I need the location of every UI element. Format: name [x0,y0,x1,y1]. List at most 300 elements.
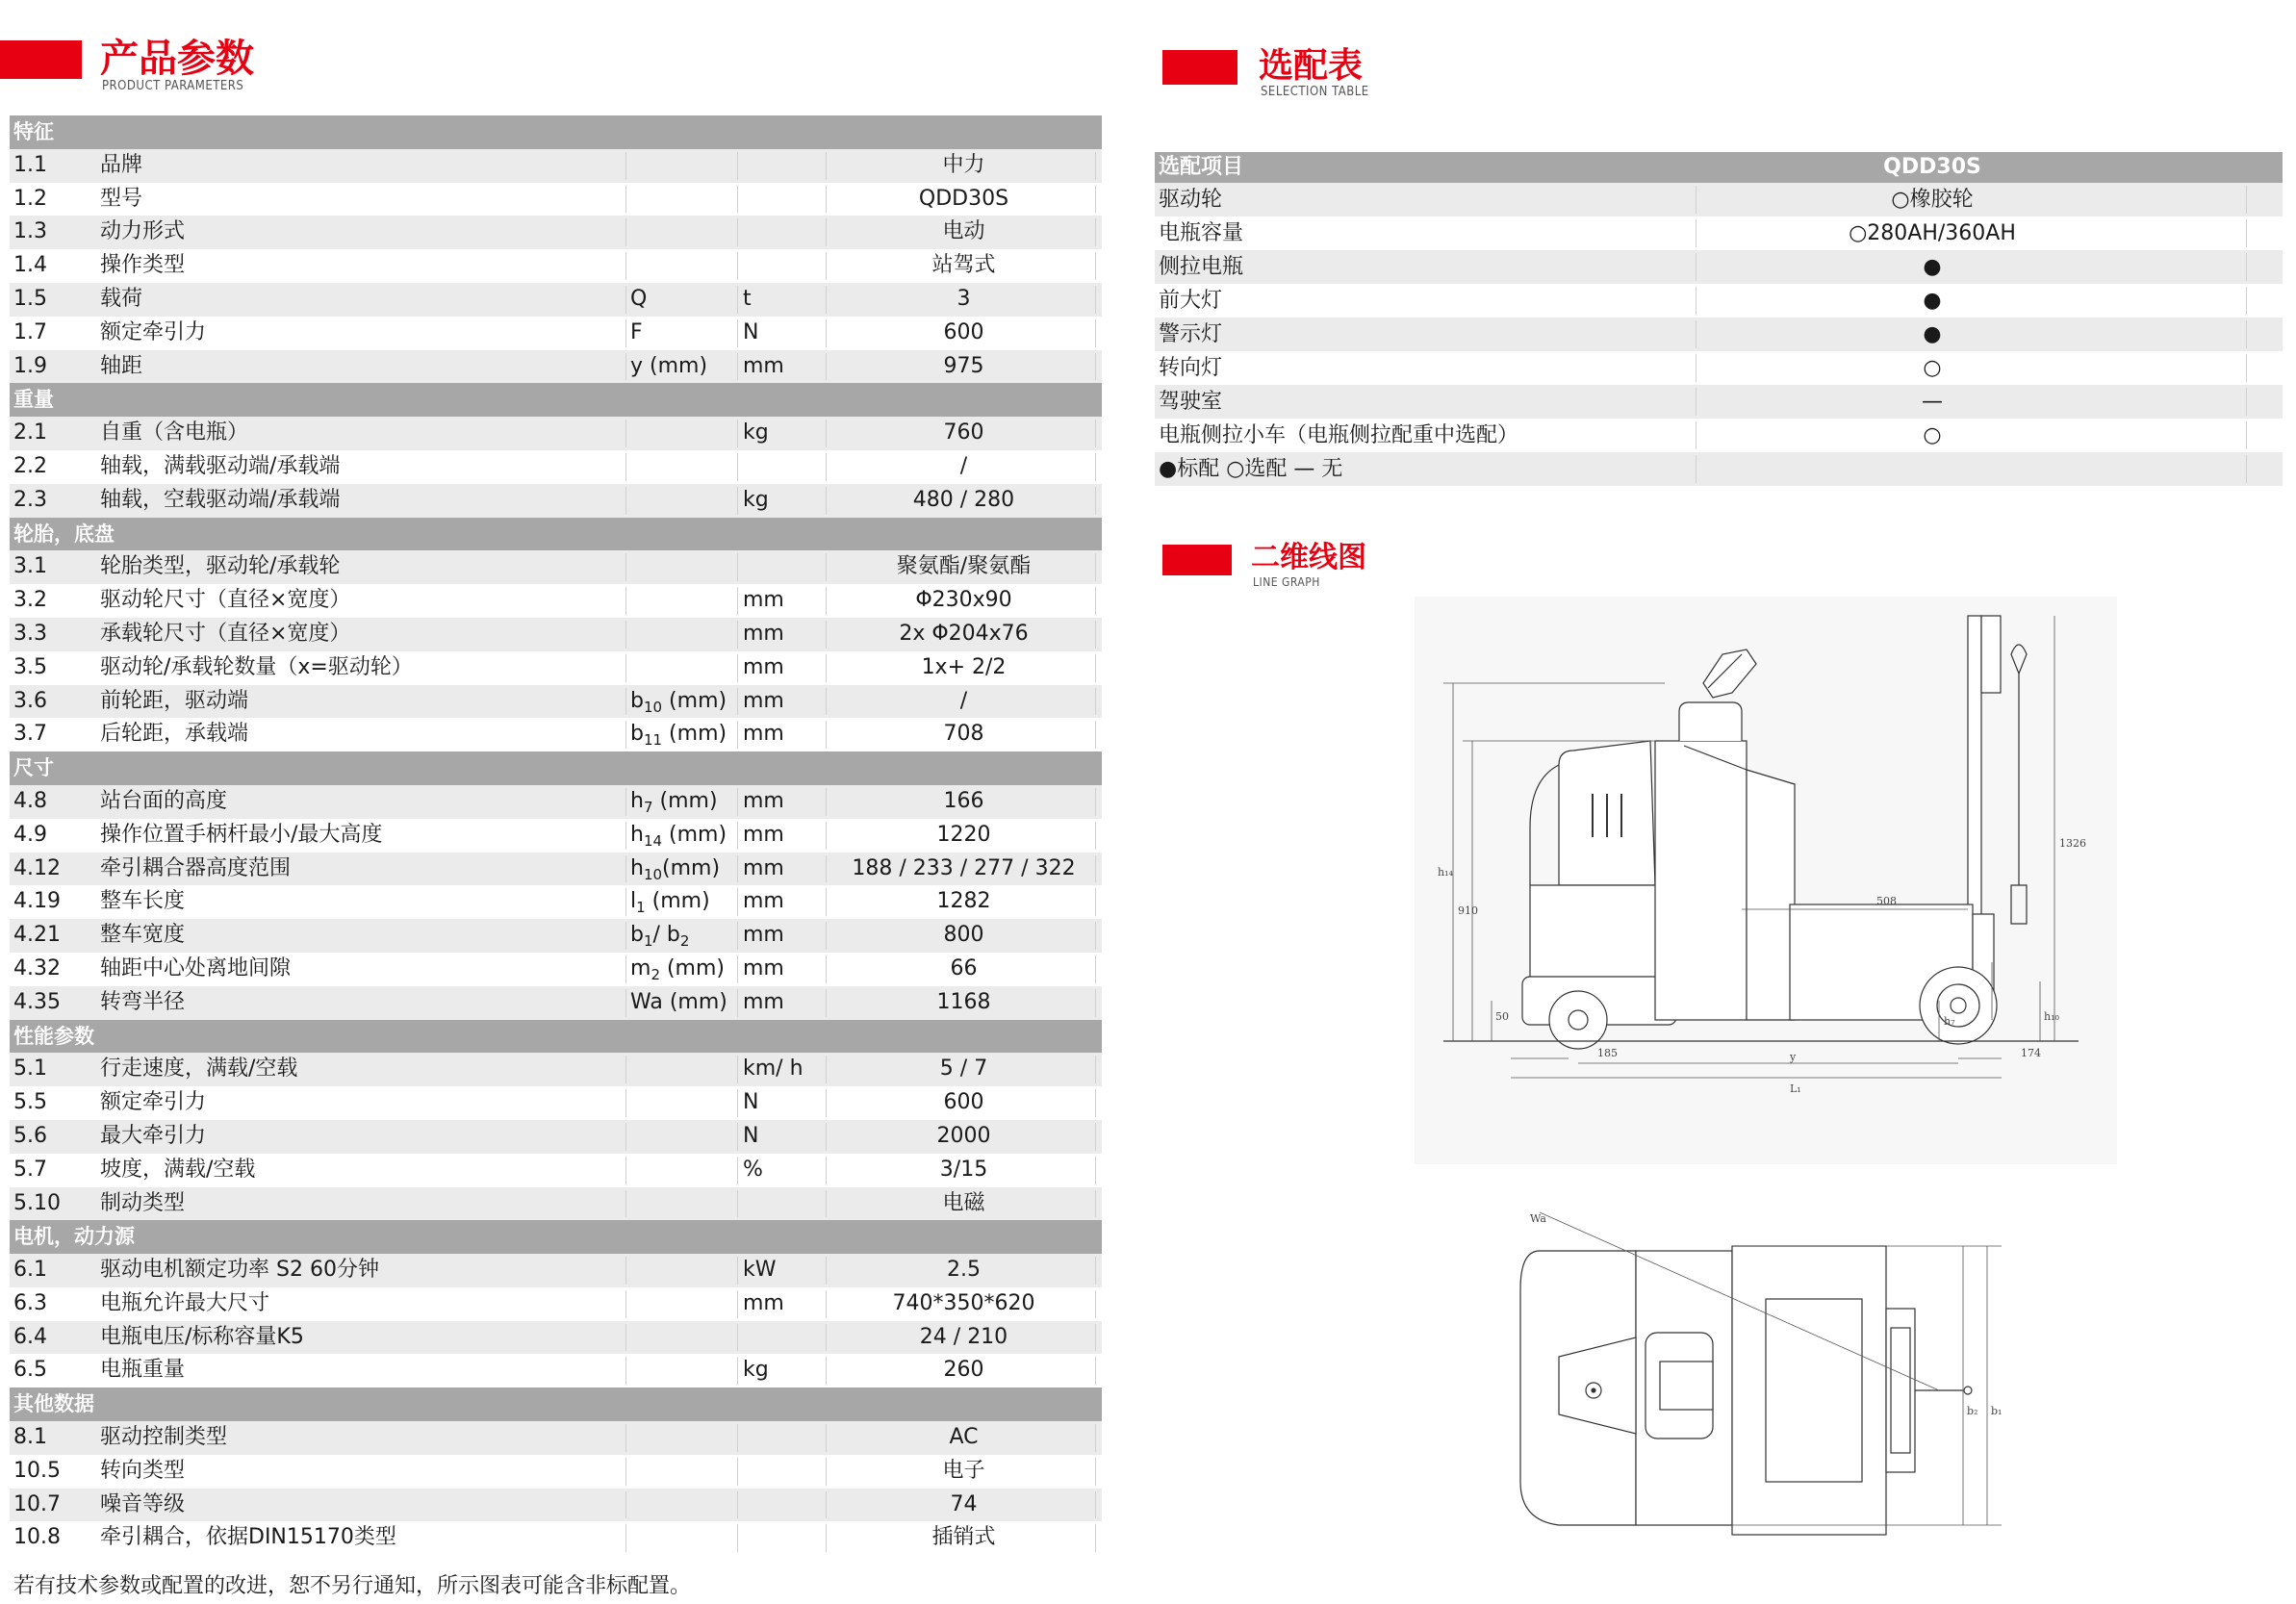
param-unit: kW [743,1258,777,1283]
column-divider [1095,688,1096,716]
column-divider [737,1257,738,1285]
param-number: 1.3 [13,219,47,244]
param-row [10,1421,1102,1455]
column-divider [826,152,827,180]
symbol-suffix: (mm) [662,822,727,847]
selection-table [1155,152,2283,486]
column-divider [826,453,827,481]
param-row [10,584,1102,618]
column-divider [826,252,827,280]
param-row [10,1321,1102,1355]
group-label: 尺寸 [13,756,54,780]
top-view-line-drawing [1501,1193,2059,1568]
param-value: / [959,688,968,713]
column-divider [1095,319,1096,347]
symbol-base: h [630,788,644,813]
selection-value: ● [1923,289,1942,313]
column-divider [1095,721,1096,749]
column-divider [625,1357,626,1385]
param-name: 转弯半径 [100,989,186,1014]
param-row [10,919,1102,953]
param-value: 24 / 210 [919,1324,1008,1349]
drawing-subtitle: LINE GRAPH [1253,575,1320,589]
param-unit [743,550,826,584]
param-value: 1168 [936,989,991,1014]
param-name: 轴距 [100,353,143,378]
column-divider [1095,788,1096,816]
symbol-suffix: (mm) [662,688,727,713]
column-divider [826,487,827,515]
column-divider [737,654,738,682]
param-unit: mm [743,889,784,914]
param-symbol [630,819,736,853]
param-row [10,885,1102,919]
param-number: 4.35 [13,989,61,1014]
param-number: 4.32 [13,955,61,980]
column-divider [625,721,626,749]
param-number: 10.5 [13,1458,61,1483]
param-symbol [630,1053,736,1086]
param-number: 2.3 [13,487,47,512]
column-divider [1095,1123,1096,1151]
param-symbol: F [630,319,643,344]
param-number: 4.9 [13,822,47,847]
column-divider [1095,553,1096,581]
drawing-title: 二维线图 [1251,541,1366,574]
column-divider [625,1424,626,1452]
dim-b2: b₂ [1967,1405,1978,1417]
red-accent-bar [1162,50,1237,85]
param-value: 1x+ 2/2 [921,654,1007,679]
column-divider [737,353,738,381]
param-number: 6.1 [13,1258,47,1283]
column-divider [1095,587,1096,615]
param-number: 3.5 [13,654,47,679]
column-divider [1095,1458,1096,1486]
column-divider [625,1089,626,1117]
param-value: 2x Φ204x76 [899,621,1029,646]
dim-508: 508 [1876,895,1897,907]
param-row [10,183,1102,216]
param-symbol [630,919,736,953]
param-unit: kg [743,420,769,446]
column-divider [1095,1257,1096,1285]
param-symbol: y (mm) [630,353,708,378]
param-name: 轴距中心处离地间隙 [100,955,292,980]
column-divider [1095,218,1096,246]
param-value: 760 [943,420,984,446]
column-divider [625,1056,626,1083]
symbol-suffix: (mm) [652,788,718,813]
column-divider [737,1357,738,1385]
selection-item: ●标配 ○选配 — 无 [1159,457,1343,481]
drawing-section-header [1162,541,1451,598]
dim-910: 910 [1458,904,1478,917]
selection-value: ○280AH/360AH [1849,221,2016,245]
param-row [10,1455,1102,1489]
column-divider [625,855,626,883]
column-divider [625,553,626,581]
symbol-subscript: 11 [643,731,663,750]
param-unit [743,1489,826,1522]
dim-h7: h₇ [1944,1015,1955,1028]
param-unit: N [743,1090,759,1115]
param-row [10,1287,1102,1321]
param-unit: mm [743,855,784,880]
symbol-suffix: (mm) [662,855,721,880]
column-divider [1095,252,1096,280]
symbol-suffix: (mm) [645,889,710,914]
param-unit [743,450,826,484]
param-symbol [630,1489,736,1522]
symbol-base: h [630,855,644,880]
dim-b1: b₁ [1991,1405,2003,1417]
param-symbol [630,1254,736,1287]
group-header-row [10,751,1102,785]
group-label: 性能参数 [13,1024,94,1048]
param-row [10,1521,1102,1555]
column-divider [625,1157,626,1184]
param-symbol [630,550,736,584]
selection-row [1155,351,2283,385]
column-divider [737,1458,738,1486]
symbol-base: b [630,923,644,948]
symbol-base: b [630,722,644,747]
param-name: 承载轮尺寸（直径×宽度） [100,621,351,646]
param-name: 型号 [100,186,143,211]
param-value: AC [949,1425,979,1450]
selection-row [1155,216,2283,250]
column-divider [737,587,738,615]
param-value: 708 [943,722,984,747]
column-divider [2246,388,2247,416]
param-unit: kg [743,1358,769,1383]
column-divider [625,587,626,615]
param-number: 1.5 [13,286,47,311]
param-symbol [630,149,736,183]
column-divider [625,922,626,950]
column-divider [826,1123,827,1151]
param-number: 1.4 [13,253,47,278]
param-name: 自重（含电瓶） [100,420,249,446]
column-divider [737,1524,738,1552]
param-number: 5.7 [13,1157,47,1182]
param-row [10,1086,1102,1120]
param-unit: N [743,319,759,344]
column-divider [625,1290,626,1318]
dim-185: 185 [1597,1047,1618,1059]
param-row [10,1254,1102,1287]
param-value: 74 [950,1491,978,1516]
column-divider [826,1257,827,1285]
param-symbol: Wa (mm) [630,989,727,1014]
column-divider [737,319,738,347]
param-row [10,216,1102,249]
column-divider [737,822,738,850]
column-divider [826,955,827,983]
column-divider [625,186,626,214]
param-value: 3/15 [939,1157,988,1182]
param-row [10,417,1102,450]
symbol-base: l [630,889,637,914]
param-unit [743,216,826,249]
param-unit [743,183,826,216]
selection-row [1155,318,2283,351]
column-divider [826,822,827,850]
column-divider [1095,822,1096,850]
column-divider [625,487,626,515]
column-divider [1095,621,1096,649]
column-divider [625,688,626,716]
dim-l1: L₁ [1790,1082,1801,1095]
param-unit: mm [743,923,784,948]
param-number: 10.7 [13,1491,61,1516]
param-row [10,1187,1102,1221]
param-symbol [630,249,736,283]
column-divider [625,955,626,983]
param-unit: mm [743,955,784,980]
param-number: 2.1 [13,420,47,446]
param-value: 188 / 233 / 277 / 322 [852,855,1076,880]
symbol-subscript: 2 [679,932,690,951]
column-divider [625,1524,626,1552]
param-unit: mm [743,722,784,747]
side-view-line-drawing [1415,597,2117,1164]
column-divider [2246,186,2247,214]
param-value: 600 [943,319,984,344]
symbol-base: m [630,955,651,980]
column-divider [625,621,626,649]
param-name: 动力形式 [100,219,186,244]
column-divider [625,286,626,314]
param-symbol [630,618,736,651]
param-name: 站台面的高度 [100,788,228,813]
params-section-header [0,37,289,94]
dim-50: 50 [1495,1010,1509,1023]
param-symbol [630,885,736,919]
param-unit [743,249,826,283]
param-symbol [630,216,736,249]
column-divider [826,721,827,749]
column-divider [826,353,827,381]
param-row [10,1354,1102,1388]
column-divider [1095,1089,1096,1117]
group-label: 轮胎，底盘 [13,522,115,546]
param-name: 整车宽度 [100,923,186,948]
param-name: 载荷 [100,286,143,311]
param-row [10,853,1102,886]
column-divider [1095,453,1096,481]
param-unit: t [743,286,752,311]
param-number: 5.1 [13,1057,47,1082]
param-value: 800 [943,923,984,948]
column-divider [2246,354,2247,382]
param-row [10,1120,1102,1154]
options-title: 选配表 [1259,46,1364,86]
param-unit: mm [743,989,784,1014]
param-row [10,618,1102,651]
selection-row [1155,419,2283,452]
param-value: 1220 [936,822,991,847]
column-divider [625,788,626,816]
column-divider [737,1089,738,1117]
param-value: 电子 [942,1458,985,1483]
column-divider [1095,888,1096,916]
param-number: 4.19 [13,889,61,914]
param-symbol [630,853,736,886]
param-number: 1.7 [13,319,47,344]
group-header-row [10,1220,1102,1254]
param-row [10,718,1102,751]
column-divider [1095,1424,1096,1452]
column-divider [1095,955,1096,983]
selection-item: 驱动轮 [1159,188,1223,212]
column-divider [1095,1190,1096,1218]
footnote: 若有技术参数或配置的改进，恕不另行通知，所示图表可能含非标配置。 [13,1574,692,1598]
column-divider [2246,287,2247,315]
param-name: 轮胎类型，驱动轮/承载轮 [100,554,341,579]
column-divider [737,989,738,1017]
symbol-subscript: 2 [651,965,660,983]
column-divider [737,1190,738,1218]
param-name: 操作类型 [100,253,186,278]
column-divider [737,252,738,280]
column-divider [625,989,626,1017]
column-divider [625,218,626,246]
column-divider [826,186,827,214]
column-divider [737,1056,738,1083]
product-parameters-table [10,115,1102,1555]
group-label: 重量 [13,388,54,412]
params-title: 产品参数 [100,37,254,81]
column-divider [826,1491,827,1519]
column-divider [625,152,626,180]
selection-item: 警示灯 [1159,322,1223,346]
column-divider [826,1524,827,1552]
column-divider [826,788,827,816]
column-divider [737,688,738,716]
selection-item: 电瓶容量 [1159,221,1244,245]
param-value: 插销式 [931,1525,996,1550]
selection-value: — [1922,390,1943,414]
param-unit: km/ h [743,1057,804,1082]
column-divider [1095,1524,1096,1552]
param-symbol [630,651,736,685]
column-divider [826,855,827,883]
column-divider [625,252,626,280]
selection-value: ○ [1923,423,1942,447]
param-symbol [630,1421,736,1455]
column-divider [1095,353,1096,381]
param-symbol [630,1120,736,1154]
param-value: Φ230x90 [915,588,1012,613]
column-divider [737,1290,738,1318]
param-number: 8.1 [13,1425,47,1450]
param-value: 电动 [942,219,985,244]
column-divider [737,621,738,649]
param-number: 4.12 [13,855,61,880]
param-symbol [630,718,736,751]
param-value: 中力 [942,152,985,177]
param-number: 5.6 [13,1123,47,1148]
red-accent-bar [0,40,82,79]
params-subtitle: PRODUCT PARAMETERS [102,79,244,93]
param-value: 975 [943,353,984,378]
column-divider [625,1190,626,1218]
column-divider [737,888,738,916]
group-header-row [10,115,1102,149]
symbol-base: h [630,822,644,847]
param-symbol [630,785,736,819]
param-name: 轴载，满载驱动端/承载端 [100,453,341,478]
param-row [10,450,1102,484]
selection-item: 前大灯 [1159,289,1223,313]
param-name: 额定牵引力 [100,319,207,344]
param-name: 操作位置手柄杆最小/最大高度 [100,822,383,847]
param-symbol [630,417,736,450]
param-row [10,953,1102,986]
param-unit: mm [743,822,784,847]
selection-row [1155,284,2283,318]
symbol-subscript: 7 [643,798,653,816]
param-row [10,1053,1102,1086]
dim-wa: Wa [1530,1212,1546,1225]
column-divider [826,989,827,1017]
column-divider [737,1424,738,1452]
param-row [10,785,1102,819]
column-divider [1095,420,1096,447]
param-unit [743,1321,826,1355]
selection-row [1155,452,2283,486]
param-unit: mm [743,654,784,679]
column-divider [737,788,738,816]
param-name: 驱动轮尺寸（直径×宽度） [100,588,351,613]
param-name: 制动类型 [100,1190,186,1215]
param-number: 10.8 [13,1525,61,1550]
header-item: 选配项目 [1159,155,1244,179]
param-name: 整车长度 [100,889,186,914]
param-name: 牵引耦合器高度范围 [100,855,292,880]
param-symbol [630,1154,736,1187]
param-unit [743,1187,826,1221]
param-name: 驱动轮/承载轮数量（x=驱动轮） [100,654,413,679]
param-name: 最大牵引力 [100,1123,207,1148]
column-divider [1095,1056,1096,1083]
param-value: 260 [943,1358,984,1383]
column-divider [1095,186,1096,214]
column-divider [737,855,738,883]
param-symbol [630,1187,736,1221]
column-divider [625,1257,626,1285]
selection-value: ○ [1923,356,1942,380]
column-divider [625,1458,626,1486]
param-value: 66 [950,955,978,980]
param-value: 站驾式 [931,253,996,278]
column-divider [826,1424,827,1452]
param-unit [743,149,826,183]
param-value: QDD30S [918,186,1009,211]
column-divider [625,420,626,447]
symbol-subscript: 1 [643,932,653,951]
column-divider [2246,320,2247,348]
column-divider [737,1157,738,1184]
param-value: 166 [943,788,984,813]
column-divider [826,1157,827,1184]
param-symbol [630,1287,736,1321]
selection-value: ● [1923,255,1942,279]
param-unit: mm [743,588,784,613]
column-divider [737,152,738,180]
